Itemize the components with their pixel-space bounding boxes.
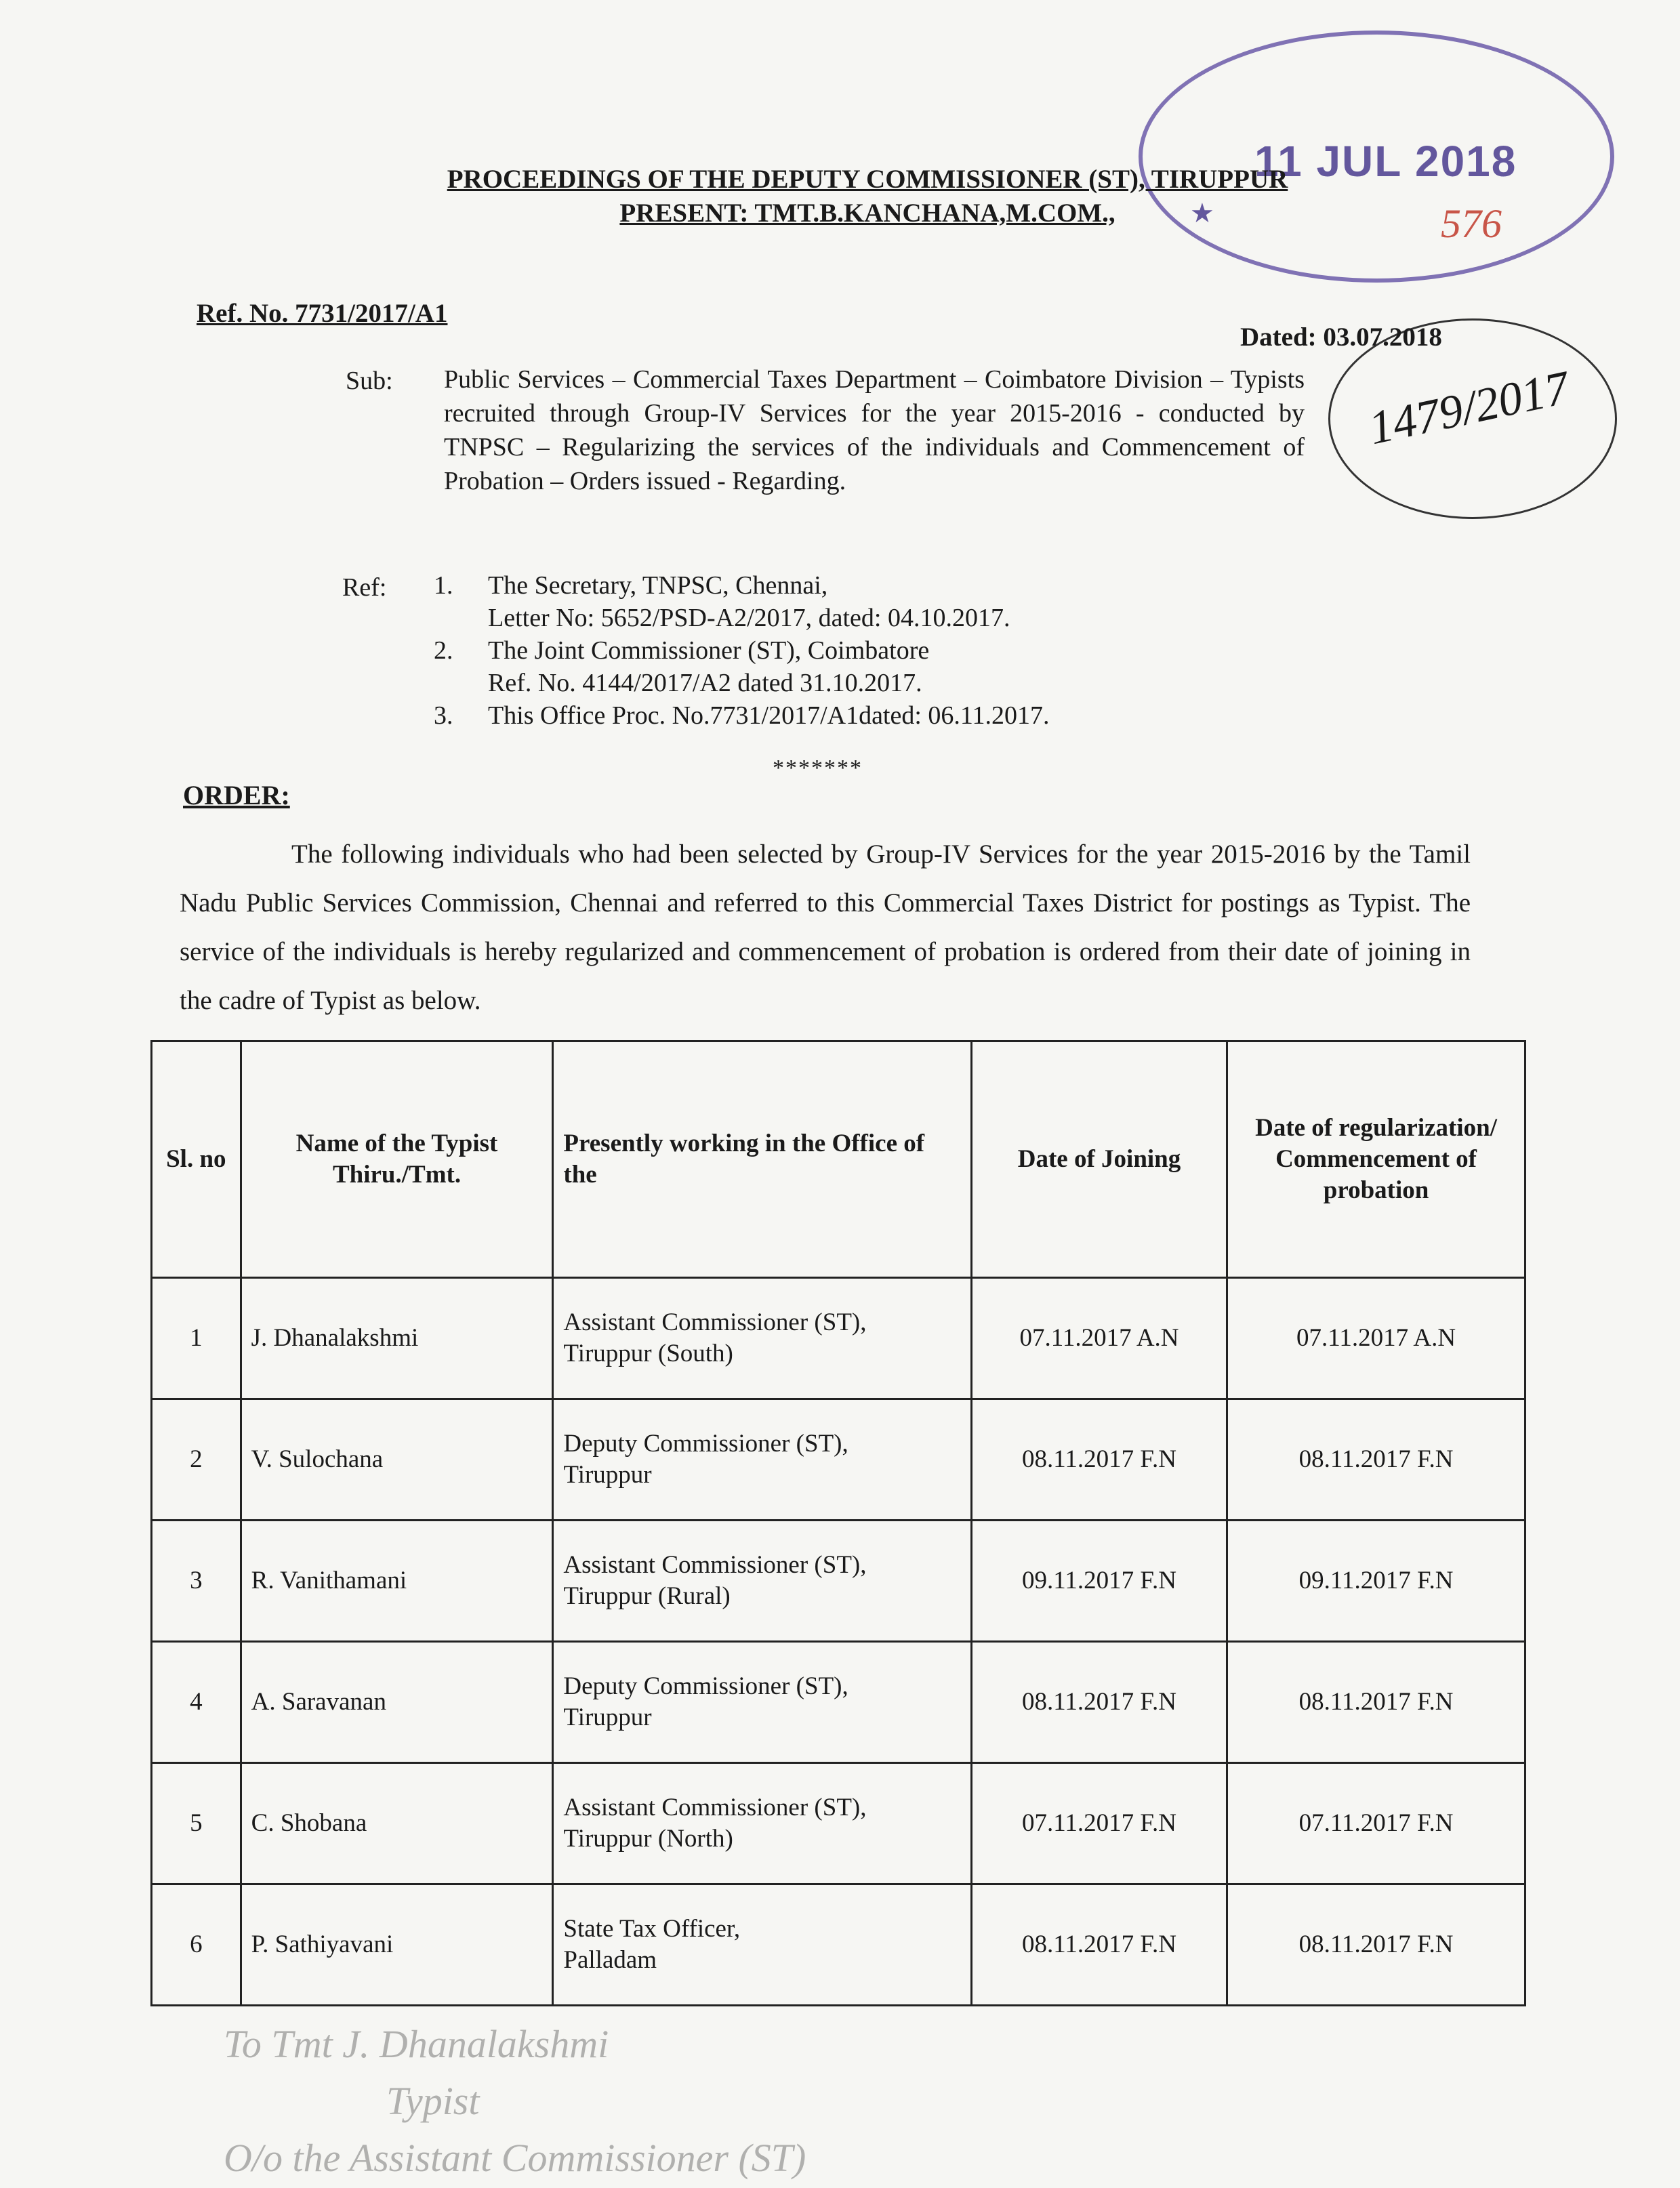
received-stamp (1139, 30, 1614, 283)
cell-regularization-date: 07.11.2017 A.N (1227, 1278, 1525, 1399)
header-name: Name of the Typist Thiru./Tmt. (241, 1041, 553, 1278)
stamp-date: 11 JUL 2018 (1254, 137, 1517, 186)
table-row (152, 1884, 1525, 2006)
cell-name: A. Saravanan (241, 1642, 553, 1763)
cell-date-of-joining: 08.11.2017 F.N (971, 1399, 1227, 1521)
cell-date-of-joining: 08.11.2017 F.N (971, 1642, 1227, 1763)
table-row (152, 1521, 1525, 1642)
reference-item (434, 569, 1315, 634)
reference-item-line1: The Secretary, TNPSC, Chennai, (488, 571, 828, 600)
reference-item (434, 634, 1315, 699)
cell-regularization-date: 08.11.2017 F.N (1227, 1399, 1525, 1521)
cell-office-line2: Tiruppur (South) (563, 1340, 733, 1367)
reference-item-line1: The Joint Commissioner (ST), Coimbatore (488, 636, 930, 665)
reference-item-number: 3. (434, 701, 453, 730)
table-header-row (152, 1041, 1525, 1278)
stamp-inward-number: 576 (1441, 201, 1502, 246)
cell-date-of-joining: 07.11.2017 A.N (971, 1278, 1227, 1399)
cell-office (553, 1399, 972, 1521)
title-line-1: PROCEEDINGS OF THE DEPUTY COMMISSIONER (ST), TIRUPPUR (447, 165, 1288, 194)
title-line-2: PRESENT: TMT.B.KANCHANA,M.COM., (619, 199, 1115, 228)
reference-number: Ref. No. 7731/2017/A1 (197, 299, 448, 328)
cell-sl: 1 (152, 1278, 241, 1399)
cell-office (553, 1521, 972, 1642)
cell-name: P. Sathiyavani (241, 1884, 553, 2006)
table-row (152, 1399, 1525, 1521)
cell-sl: 6 (152, 1884, 241, 2006)
cell-office-line1: Deputy Commissioner (ST), (563, 1672, 848, 1700)
references-list (434, 569, 1315, 732)
cell-name: C. Shobana (241, 1763, 553, 1884)
cell-regularization-date: 09.11.2017 F.N (1227, 1521, 1525, 1642)
reference-item-line2: Letter No: 5652/PSD-A2/2017, dated: 04.10.2017. (488, 604, 1010, 632)
cell-date-of-joining: 08.11.2017 F.N (971, 1884, 1227, 2006)
reference-item (434, 699, 1315, 732)
reference-item-line1: This Office Proc. No.7731/2017/A1dated: 06.11.2017. (488, 701, 1050, 730)
cell-sl: 5 (152, 1763, 241, 1884)
handwritten-line-1: To Tmt J. Dhanalakshmi (224, 2022, 609, 2066)
cell-office-line1: State Tax Officer, (563, 1915, 741, 1943)
file-number: 1479/2017 (1364, 361, 1574, 455)
cell-date-of-joining: 09.11.2017 F.N (971, 1521, 1227, 1642)
cell-office-line1: Deputy Commissioner (ST), (563, 1430, 848, 1458)
cell-office-line2: Tiruppur (563, 1461, 652, 1489)
cell-regularization-date: 07.11.2017 F.N (1227, 1763, 1525, 1884)
reference-item-line2: Ref. No. 4144/2017/A2 dated 31.10.2017. (488, 669, 922, 697)
table-row (152, 1278, 1525, 1399)
cell-regularization-date: 08.11.2017 F.N (1227, 1642, 1525, 1763)
cell-office-line2: Tiruppur (563, 1704, 652, 1731)
cell-office (553, 1763, 972, 1884)
cell-name: R. Vanithamani (241, 1521, 553, 1642)
cell-office-line1: Assistant Commissioner (ST), (563, 1794, 867, 1821)
typists-table (150, 1040, 1526, 2006)
cell-office-line1: Assistant Commissioner (ST), (563, 1551, 867, 1579)
cell-office-line2: Tiruppur (North) (563, 1825, 733, 1853)
handwritten-line-3: O/o the Assistant Commissioner (ST) (224, 2136, 806, 2180)
cell-office (553, 1278, 972, 1399)
cell-name: V. Sulochana (241, 1399, 553, 1521)
cell-sl: 2 (152, 1399, 241, 1521)
header-sl-no: Sl. no (152, 1041, 241, 1278)
cell-sl: 4 (152, 1642, 241, 1763)
cell-office-line2: Tiruppur (Rural) (563, 1582, 731, 1610)
document-title (359, 163, 1376, 230)
handwritten-line-2: Typist (386, 2079, 480, 2123)
reference-item-number: 2. (434, 636, 453, 665)
order-text: The following individuals who had been selected by Group-IV Services for the year 2015-2016 by the Tamil Nadu Public Services Commission, Chennai and referred to this Commercial Taxes District for postings as Typist. The service of the individuals is hereby regularized and commencement of probation is ordered from their date of joining in the cadre of Typist as below. (180, 840, 1471, 1015)
table-row (152, 1763, 1525, 1884)
table-row (152, 1642, 1525, 1763)
header-regularization-date: Date of regularization/ Commencement of probation (1227, 1041, 1525, 1278)
cell-office (553, 1884, 972, 2006)
cell-office (553, 1642, 972, 1763)
cell-name: J. Dhanalakshmi (241, 1278, 553, 1399)
cell-sl: 3 (152, 1521, 241, 1642)
header-date-of-joining: Date of Joining (971, 1041, 1227, 1278)
subject-text: Public Services – Commercial Taxes Department – Coimbatore Division – Typists recruited through Group-IV Services for the year 2015-2016 - conducted by TNPSC – Regularizing the services of the individuals and Commencement of Probation – Orders issued - Regarding. (444, 365, 1305, 495)
handwritten-address (224, 2016, 1308, 2187)
reference-item-number: 1. (434, 571, 453, 600)
star-icon: ★ (1190, 198, 1214, 228)
document-date: Dated: 03.07.2018 (1240, 323, 1442, 352)
separator: ******* (773, 756, 863, 781)
cell-date-of-joining: 07.11.2017 F.N (971, 1763, 1227, 1884)
references-label: Ref: (342, 573, 387, 602)
cell-regularization-date: 08.11.2017 F.N (1227, 1884, 1525, 2006)
cell-office-line2: Palladam (563, 1946, 657, 1974)
cell-office-line1: Assistant Commissioner (ST), (563, 1308, 867, 1336)
header-office: Presently working in the Office of the (553, 1041, 972, 1278)
order-label: ORDER: (183, 780, 290, 810)
subject-label: Sub: (346, 367, 393, 395)
